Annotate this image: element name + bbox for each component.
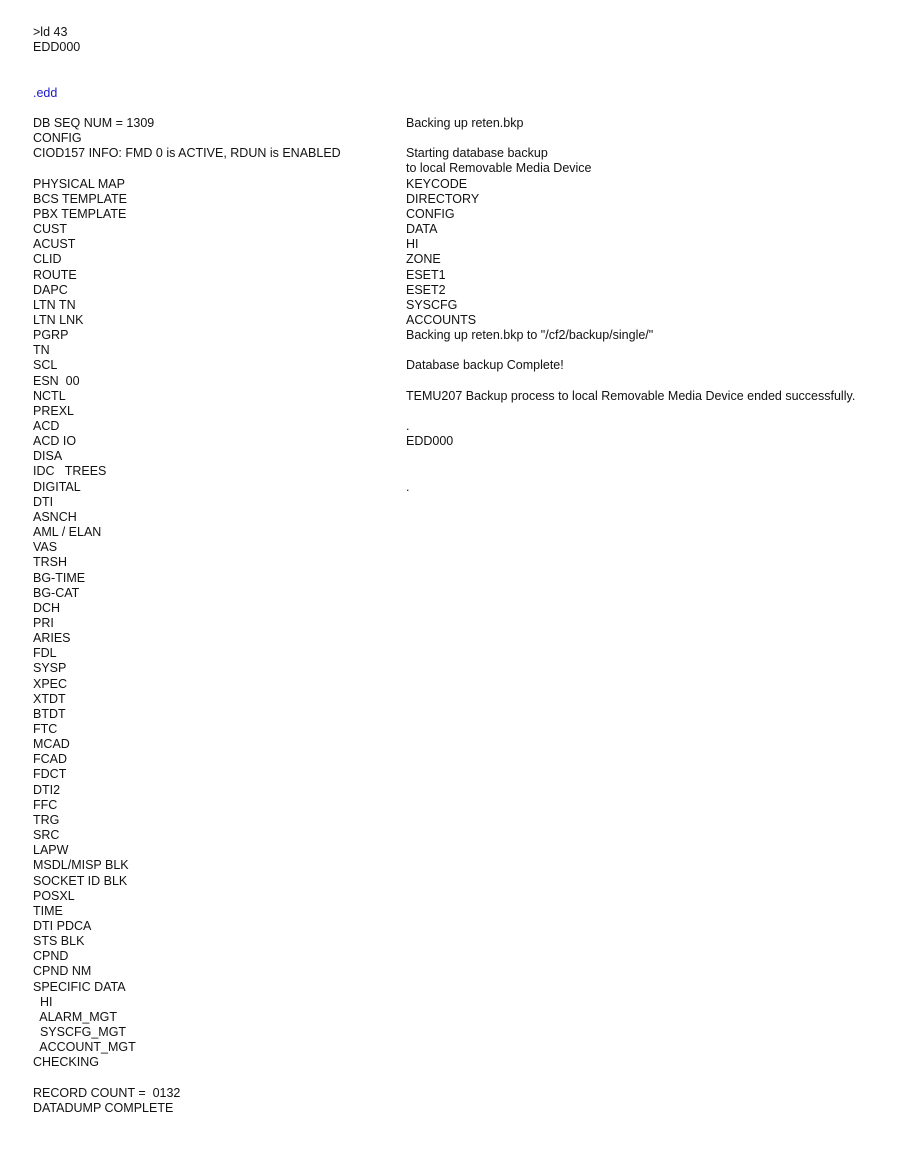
left-output-line: NCTL <box>33 388 66 403</box>
left-output-line: DTI2 <box>33 782 61 797</box>
left-output-line: DAPC <box>33 282 68 297</box>
left-output-line: ACCOUNT_MGT <box>33 1040 136 1055</box>
left-output-line: TN <box>33 343 50 358</box>
left-output-line: BTDT <box>33 706 66 721</box>
left-output-line: XPEC <box>33 676 68 691</box>
left-output-line: CHECKING <box>33 1055 99 1070</box>
left-output-line: ACD <box>33 419 60 433</box>
left-output-line: PBX TEMPLATE <box>33 206 127 221</box>
left-output-line: FFC <box>33 797 58 812</box>
left-output-line: FDCT <box>33 767 67 782</box>
left-output-line: CPND <box>33 949 69 964</box>
right-output-line: SYSCFG <box>406 297 458 312</box>
left-output-line: DCH <box>33 600 61 615</box>
left-output-line: AML / ELAN <box>33 525 102 540</box>
left-output-line: CIOD157 INFO: FMD 0 is ACTIVE, RDUN is ENABLED <box>33 146 341 161</box>
left-output-line: BG-CAT <box>33 585 80 600</box>
left-output-line: ALARM_MGT <box>33 1009 118 1024</box>
left-output-line: IDC TREES <box>33 464 107 479</box>
left-output-line: DISA <box>33 449 63 464</box>
left-output-line: MSDL/MISP BLK <box>33 858 129 873</box>
left-output-line: CONFIG <box>33 131 82 146</box>
left-output-line: HI <box>33 994 53 1009</box>
left-output-line: ESN 00 <box>33 373 80 388</box>
left-output-line: CUST <box>33 222 68 237</box>
left-output-line: STS BLK <box>33 934 85 949</box>
left-output-line: XTDT <box>33 691 66 706</box>
header-line: EDD000 <box>33 40 81 55</box>
left-output-line: FTC <box>33 722 58 736</box>
left-output-line: PRI <box>33 615 54 630</box>
left-output-line: BG-TIME <box>33 570 86 585</box>
right-output-line: ESET1 <box>406 267 446 282</box>
right-output-line: . <box>406 479 410 494</box>
right-output-line: EDD000 <box>406 434 454 449</box>
left-output-line: ARIES <box>33 631 71 646</box>
left-output-line: LAPW <box>33 843 69 858</box>
right-output-line: to local Removable Media Device <box>406 161 592 176</box>
left-output-line: PHYSICAL MAP <box>33 176 125 191</box>
left-output-line: DATADUMP COMPLETE <box>33 1100 174 1115</box>
left-output-line: SYSP <box>33 661 67 676</box>
left-output-line: DB SEQ NUM = 1309 <box>33 116 155 130</box>
left-output-line: SOCKET ID BLK <box>33 873 128 888</box>
left-output-line: CLID <box>33 252 62 267</box>
right-output-line: Database backup Complete! <box>406 358 564 373</box>
right-output-line: KEYCODE <box>406 176 468 191</box>
right-output-line: TEMU207 Backup process to local Removable Media Device ended successfully. <box>406 388 856 403</box>
left-output-line: BCS TEMPLATE <box>33 191 128 206</box>
left-output-line: CPND NM <box>33 964 92 979</box>
right-output-line: Backing up reten.bkp <box>406 116 524 130</box>
right-output-line: DIRECTORY <box>406 191 480 206</box>
left-output-line: LTN LNK <box>33 312 84 327</box>
left-output-line: LTN TN <box>33 297 76 312</box>
left-output-line: ASNCH <box>33 509 77 524</box>
left-output-line: TRG <box>33 812 60 827</box>
right-output-line: ACCOUNTS <box>406 312 477 327</box>
header-line: >ld 43 <box>33 25 68 39</box>
left-output-line: VAS <box>33 540 58 555</box>
left-output-line: SCL <box>33 358 58 373</box>
right-output-line: ESET2 <box>406 282 446 297</box>
left-output-line: TIME <box>33 903 63 918</box>
left-output-line: MCAD <box>33 737 70 752</box>
right-output-line: ZONE <box>406 252 441 267</box>
left-output-line: FCAD <box>33 752 68 767</box>
left-output-line: ROUTE <box>33 267 77 282</box>
command-line: .edd <box>33 86 58 100</box>
left-output-line: RECORD COUNT = 0132 <box>33 1085 181 1100</box>
left-output-line: ACUST <box>33 237 76 252</box>
right-output-line: . <box>406 419 410 433</box>
left-output-line: SPECIFIC DATA <box>33 979 126 994</box>
right-output-line: Backing up reten.bkp to "/cf2/backup/single/" <box>406 328 654 343</box>
left-output-line: FDL <box>33 646 57 661</box>
right-output-line: Starting database backup <box>406 146 548 161</box>
right-output-line: DATA <box>406 222 438 237</box>
left-output-line: TRSH <box>33 555 68 570</box>
left-output-line: POSXL <box>33 888 75 903</box>
left-output-line: SYSCFG_MGT <box>33 1025 127 1039</box>
right-output-line: HI <box>406 237 419 252</box>
left-output-line: PREXL <box>33 403 74 418</box>
left-output-line: SRC <box>33 828 60 843</box>
right-output-line: CONFIG <box>406 206 455 221</box>
left-output-line: PGRP <box>33 328 69 343</box>
left-output-line: DTI <box>33 494 54 509</box>
left-output-line: DIGITAL <box>33 479 81 494</box>
left-output-line: DTI PDCA <box>33 918 92 933</box>
left-output-line: ACD IO <box>33 434 77 449</box>
